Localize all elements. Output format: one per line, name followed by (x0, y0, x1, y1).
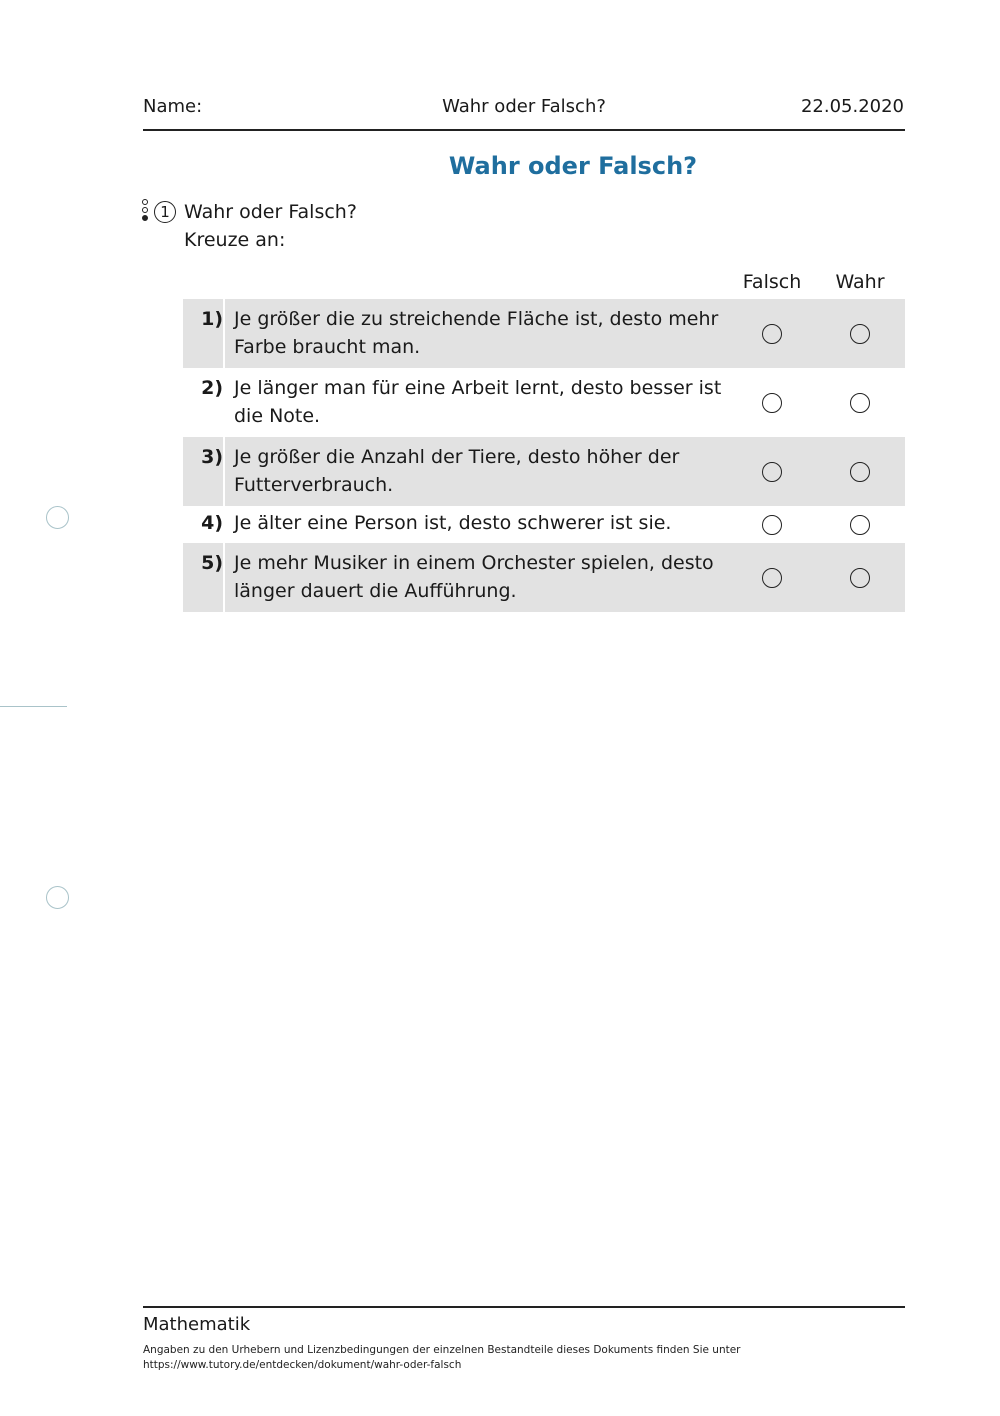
wahr-radio[interactable] (850, 568, 870, 588)
question-row (183, 368, 905, 437)
footer-url-link[interactable]: https://www.tutory.de/entdecken/dokument/wahr-oder-falsch (143, 1359, 462, 1371)
wahr-radio[interactable] (850, 393, 870, 413)
row-separator (223, 437, 225, 506)
header-title: Wahr oder Falsch? (442, 96, 606, 117)
question-number: 5) (201, 552, 223, 574)
falsch-radio[interactable] (762, 568, 782, 588)
question-table (183, 299, 905, 612)
wahr-radio[interactable] (850, 515, 870, 535)
falsch-radio[interactable] (762, 324, 782, 344)
question-row (183, 437, 905, 506)
question-row (183, 506, 905, 543)
falsch-radio[interactable] (762, 515, 782, 535)
header-date: 22.05.2020 (800, 96, 904, 117)
question-row (183, 299, 905, 368)
punch-hole-mark-icon (46, 506, 69, 529)
row-separator (223, 299, 225, 368)
wahr-radio[interactable] (850, 324, 870, 344)
row-separator (223, 543, 225, 612)
task-number-badge: 1 (154, 201, 176, 223)
punch-hole-mark-icon (46, 886, 69, 909)
column-header-falsch: Falsch (742, 271, 802, 293)
question-number: 1) (201, 308, 223, 330)
question-text: Je größer die zu streichende Fläche ist, desto mehr Farbe braucht man. (234, 308, 719, 358)
difficulty-dot-empty-icon (142, 207, 148, 213)
question-number: 3) (201, 446, 223, 468)
task-instruction: Kreuze an: (184, 229, 286, 251)
footer-subject: Mathematik (143, 1314, 251, 1335)
task-title: Wahr oder Falsch? (184, 201, 357, 223)
column-header-wahr: Wahr (835, 271, 885, 293)
page-title: Wahr oder Falsch? (448, 152, 698, 180)
question-text: Je größer die Anzahl der Tiere, desto höher der Futterverbrauch. (234, 446, 680, 496)
header-divider (143, 129, 905, 131)
falsch-radio[interactable] (762, 393, 782, 413)
falsch-radio[interactable] (762, 462, 782, 482)
fold-mark (0, 706, 67, 707)
question-text: Je länger man für eine Arbeit lernt, desto besser ist die Note. (234, 377, 722, 427)
question-text: Je mehr Musiker in einem Orchester spielen, desto länger dauert die Aufführung. (234, 552, 714, 602)
footer-license-note: Angaben zu den Urhebern und Lizenzbedingungen der einzelnen Bestandteile dieses Dokuments finden Sie unter (143, 1344, 741, 1356)
footer-divider (143, 1306, 905, 1308)
difficulty-dot-filled-icon (142, 215, 148, 221)
wahr-radio[interactable] (850, 462, 870, 482)
difficulty-dot-empty-icon (142, 199, 148, 205)
header-name-label: Name: (143, 96, 203, 117)
question-text: Je älter eine Person ist, desto schwerer ist sie. (234, 512, 672, 534)
question-row (183, 543, 905, 612)
question-number: 4) (201, 512, 223, 534)
question-number: 2) (201, 377, 223, 399)
